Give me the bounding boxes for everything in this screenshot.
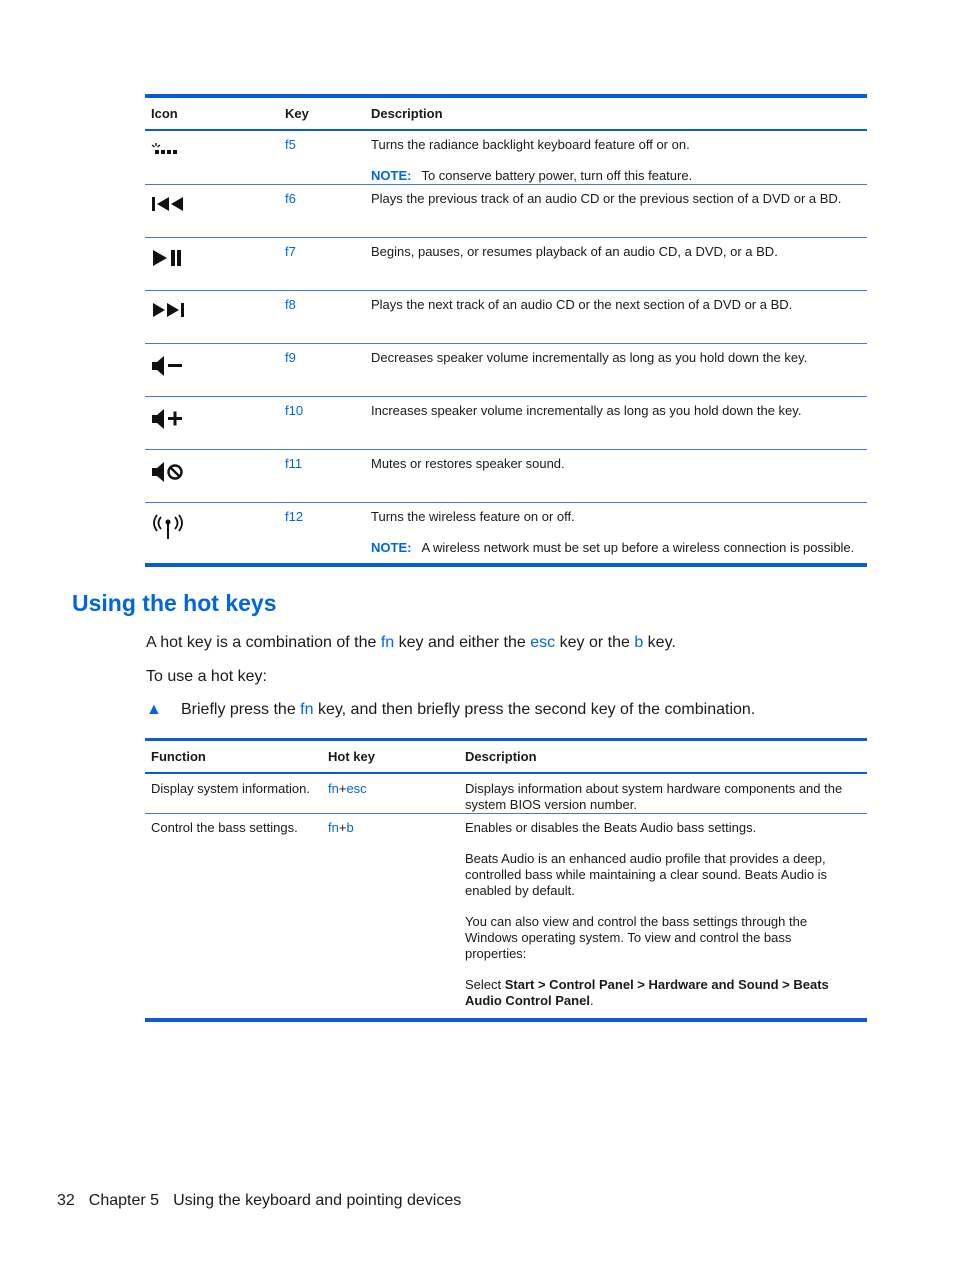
function-cell: Display system information. [151,781,310,796]
next-track-icon [151,301,185,323]
chapter-label: Chapter 5 [88,1192,160,1209]
to-use-paragraph: To use a hot key: [146,668,267,685]
backlight-icon [151,141,181,165]
triangle-bullet-icon: ▲ [146,701,162,718]
description: You can also view and control the bass settings through the Windows operating system. To view and control the bass properties: [465,914,808,961]
key-f12: f12 [285,509,304,524]
key-f8: f8 [285,297,296,312]
header-key: Key [285,106,309,121]
description: Plays the next track of an audio CD or the next section of a DVD or a BD. [371,297,793,312]
description: Turns the radiance backlight keyboard feature off or on. [371,137,690,152]
header-description: Description [371,106,443,121]
key-f5: f5 [285,137,296,152]
table-header-row [145,740,867,774]
hot-keys-table [145,738,867,1022]
description: Displays information about system hardware components and the system BIOS version number. [465,781,843,812]
key-f6: f6 [285,191,296,206]
header-hotkey: Hot key [328,749,375,764]
wireless-icon [151,513,185,545]
key-f7: f7 [285,244,296,259]
description: Increases speaker volume incrementally as long as you hold down the key. [371,403,802,418]
page-number: 32 [57,1192,75,1209]
mute-icon [151,460,185,488]
chapter-title: Using the keyboard and pointing devices [173,1192,462,1209]
description: Begins, pauses, or resumes playback of an audio CD, a DVD, or a BD. [371,244,778,259]
table-row [145,291,867,344]
note: NOTE: A wireless network must be set up before a wireless connection is possible. [371,540,855,555]
fn-key: fn [380,634,395,651]
hotkey-cell: fn+b [328,820,354,835]
description: Beats Audio is an enhanced audio profile that provides a deep, controlled bass while maintaining a clear sound. Beats Audio is enabled by default. [465,851,828,898]
section-title: Using the hot keys [72,590,277,616]
volume-down-icon [151,354,185,382]
intro-paragraph: A hot key is a combination of the fn key and either the esc key or the b key. [146,634,676,651]
key-f10: f10 [285,403,304,418]
note: NOTE: To conserve battery power, turn off this feature. [371,168,693,183]
hotkey-cell: fn+esc [328,781,367,796]
bullet-step: ▲ Briefly press the fn key, and then briefly press the second key of the combination. [146,701,756,718]
fn-key: fn [300,701,314,718]
function-keys-table [145,94,867,567]
header-function: Function [151,749,206,764]
table-row [145,397,867,450]
table-row [145,503,867,566]
key-f9: f9 [285,350,296,365]
play-pause-icon [151,248,183,272]
header-icon: Icon [151,106,178,121]
description: Select Start > Control Panel > Hardware and Sound > Beats Audio Control Panel. [465,977,829,1008]
description: Decreases speaker volume incrementally as long as you hold down the key. [371,350,808,365]
previous-track-icon [151,195,185,217]
table-header-row [145,96,867,130]
table-row [145,185,867,238]
table-row [145,344,867,397]
key-f11: f11 [285,456,303,471]
description: Mutes or restores speaker sound. [371,456,565,471]
description: Turns the wireless feature on or off. [371,509,575,524]
b-key: b [634,634,644,651]
table-row [145,450,867,503]
esc-key: esc [530,634,556,651]
header-description: Description [465,749,537,764]
volume-up-icon [151,407,185,435]
table-row [145,130,867,185]
table-row [145,238,867,291]
table-row [145,773,867,814]
description: Enables or disables the Beats Audio bass settings. [465,820,757,835]
page-footer [57,1192,475,1210]
description: Plays the previous track of an audio CD or the previous section of a DVD or a BD. [371,191,842,206]
table-row [145,814,867,1021]
function-cell: Control the bass settings. [151,820,298,835]
